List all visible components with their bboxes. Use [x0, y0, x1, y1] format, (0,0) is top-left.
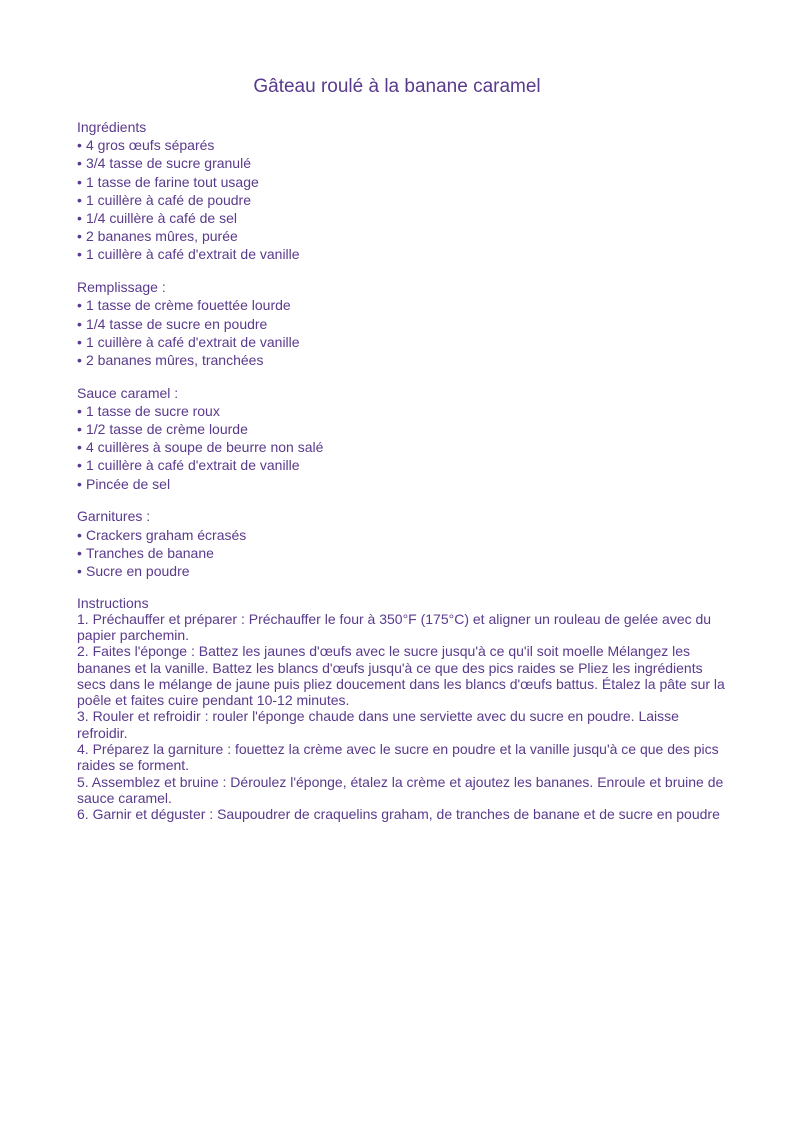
- filling-list: [77, 296, 727, 369]
- list-item-text: 4 cuillères à soupe de beurre non salé: [86, 439, 324, 456]
- section-heading-toppings: Garnitures :: [77, 508, 151, 525]
- bullet-icon: •: [77, 155, 82, 172]
- list-item-text: Pincée de sel: [86, 475, 171, 492]
- list-item: [77, 209, 727, 227]
- bullet-icon: •: [77, 210, 82, 227]
- list-item-text: Sucre en poudre: [86, 562, 190, 579]
- recipe-content: [77, 118, 727, 837]
- list-item: [77, 351, 727, 369]
- bullet-icon: •: [77, 562, 82, 579]
- list-item: [77, 191, 727, 209]
- list-item: [77, 245, 727, 263]
- instruction-step: 2. Faites l'éponge : Battez les jaunes d'œufs avec le sucre jusqu'à ce qu'il soit moelle Mélangez les bananes et la vanille. Battez les blancs d'œufs jusqu'à ce que des pics raides se Pliez les ingrédients secs dans le mélange de jaune puis pliez doucement dans les blancs d'œufs battus. Étalez la pâte sur la poêle et faites cuire pendant 10-12 minutes.: [77, 643, 725, 709]
- list-item-text: 2 bananes mûres, purée: [86, 228, 238, 245]
- caramel-sauce-section: [77, 384, 727, 493]
- list-item-text: 1 tasse de crème fouettée lourde: [86, 297, 291, 314]
- bullet-icon: •: [77, 191, 82, 208]
- section-heading-instructions: Instructions: [77, 594, 149, 611]
- bullet-icon: •: [77, 173, 82, 190]
- bullet-icon: •: [77, 421, 82, 438]
- bullet-icon: •: [77, 137, 82, 154]
- recipe-title: Gâteau roulé à la banane caramel: [253, 76, 541, 97]
- list-item-text: 1/4 tasse de sucre en poudre: [86, 315, 268, 332]
- caramel-sauce-list: [77, 402, 727, 493]
- bullet-icon: •: [77, 333, 82, 350]
- list-item: [77, 544, 727, 562]
- list-item: [77, 402, 727, 420]
- section-heading-caramel-sauce: Sauce caramel :: [77, 384, 179, 401]
- section-heading-filling: Remplissage :: [77, 279, 166, 296]
- instruction-step: 6. Garnir et déguster : Saupoudrer de craquelins graham, de tranches de banane et de sucre en poudre: [77, 806, 720, 823]
- instruction-step: 4. Préparez la garniture : fouettez la crème avec le sucre en poudre et la vanille jusqu'à ce que des pics raides se forment.: [77, 741, 719, 774]
- list-item-text: 1 tasse de farine tout usage: [86, 173, 259, 190]
- filling-section: [77, 278, 727, 369]
- toppings-section: [77, 507, 727, 580]
- ingredients-section: [77, 118, 727, 264]
- list-item: [77, 333, 727, 351]
- list-item-text: Crackers graham écrasés: [86, 526, 247, 543]
- instructions-list: [77, 611, 727, 823]
- list-item: [77, 296, 727, 314]
- list-item: [77, 420, 727, 438]
- bullet-icon: •: [77, 402, 82, 419]
- bullet-icon: •: [77, 315, 82, 332]
- list-item-text: 2 bananes mûres, tranchées: [86, 351, 264, 368]
- bullet-icon: •: [77, 439, 82, 456]
- bullet-icon: •: [77, 475, 82, 492]
- list-item: [77, 526, 727, 544]
- list-item-text: 4 gros œufs séparés: [86, 137, 215, 154]
- bullet-icon: •: [77, 297, 82, 314]
- toppings-list: [77, 526, 727, 581]
- list-item: [77, 315, 727, 333]
- bullet-icon: •: [77, 544, 82, 561]
- bullet-icon: •: [77, 457, 82, 474]
- bullet-icon: •: [77, 246, 82, 263]
- list-item: [77, 154, 727, 172]
- ingredients-list: [77, 136, 727, 263]
- list-item: [77, 562, 727, 580]
- bullet-icon: •: [77, 351, 82, 368]
- instructions-section: [77, 595, 727, 823]
- list-item-text: 1 cuillère à café d'extrait de vanille: [86, 457, 300, 474]
- list-item-text: 1/4 cuillère à café de sel: [86, 210, 237, 227]
- section-heading-ingredients: Ingrédients: [77, 119, 147, 135]
- list-item-text: 1 cuillère à café d'extrait de vanille: [86, 246, 300, 263]
- list-item-text: 3/4 tasse de sucre granulé: [86, 155, 251, 172]
- instruction-step: 5. Assemblez et bruine : Déroulez l'éponge, étalez la crème et ajoutez les bananes. Enroule et bruine de sauce caramel.: [77, 773, 724, 806]
- list-item-text: 1/2 tasse de crème lourde: [86, 421, 248, 438]
- list-item-text: Tranches de banane: [86, 544, 214, 561]
- list-item-text: 1 cuillère à café de poudre: [86, 191, 251, 208]
- list-item: [77, 173, 727, 191]
- list-item-text: 1 cuillère à café d'extrait de vanille: [86, 333, 300, 350]
- list-item-text: 1 tasse de sucre roux: [86, 402, 220, 419]
- instruction-step: 1. Préchauffer et préparer : Préchauffer le four à 350°F (175°C) et aligner un rouleau de gelée avec du papier parchemin.: [77, 610, 712, 643]
- list-item: [77, 227, 727, 245]
- bullet-icon: •: [77, 228, 82, 245]
- list-item: [77, 456, 727, 474]
- list-item: [77, 475, 727, 493]
- bullet-icon: •: [77, 526, 82, 543]
- list-item: [77, 136, 727, 154]
- list-item: [77, 438, 727, 456]
- instruction-step: 3. Rouler et refroidir : rouler l'éponge chaude dans une serviette avec du sucre en poudre. Laisse refroidir.: [77, 708, 679, 741]
